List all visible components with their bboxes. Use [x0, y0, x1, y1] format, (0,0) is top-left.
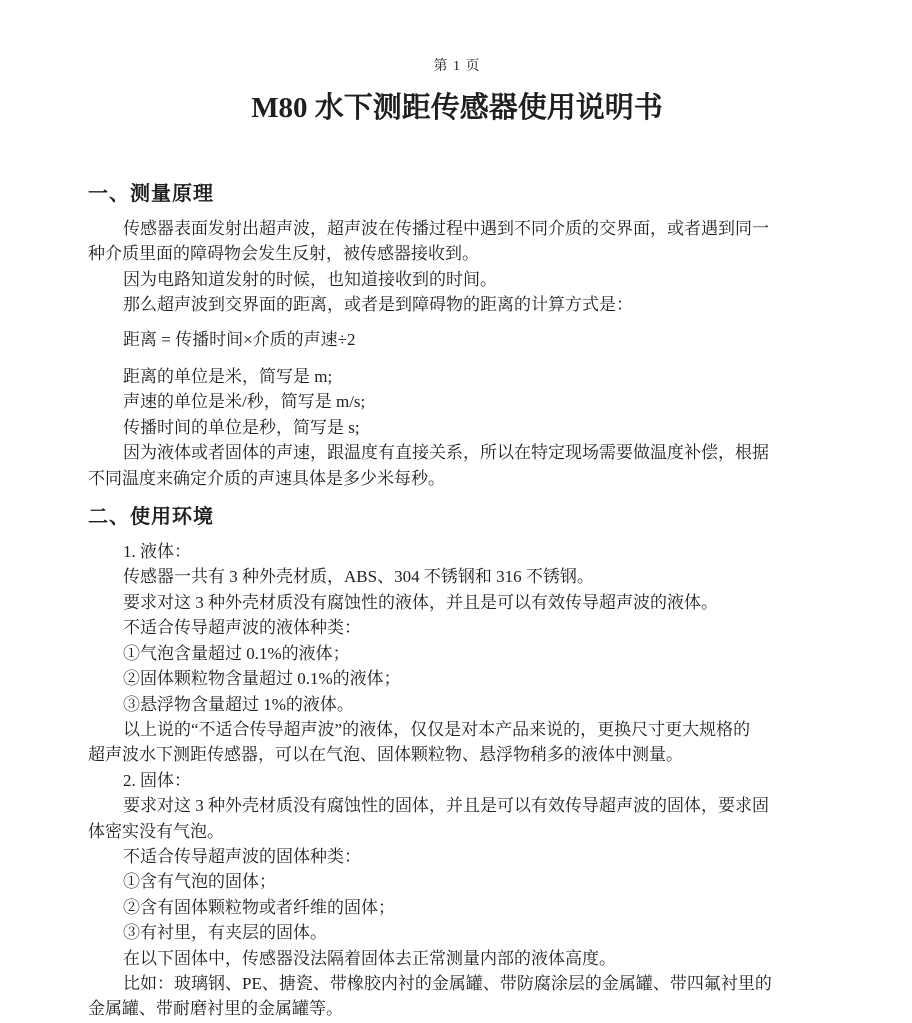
- text-line: 因为液体或者固体的声速，跟温度有直接关系，所以在特定现场需要做温度补偿，根据: [123, 443, 769, 463]
- text-line: 2. 固体：: [123, 770, 191, 790]
- text-line: ②含有固体颗粒物或者纤维的固体；: [123, 897, 395, 917]
- text-line: 不同温度来确定介质的声速具体是多少米每秒。: [88, 468, 445, 488]
- text-line: 比如：玻璃钢、PE、搪瓷、带橡胶内衬的金属罐、带防腐涂层的金属罐、带四氟衬里的: [123, 973, 772, 993]
- document-title: M80 水下测距传感器使用说明书: [251, 92, 663, 124]
- text-line: 不适合传导超声波的固体种类：: [123, 846, 361, 866]
- formula-line: 距离 = 传播时间×介质的声速÷2: [123, 329, 356, 349]
- text-line: 要求对这 3 种外壳材质没有腐蚀性的液体，并且是可以有效传导超声波的液体。: [123, 592, 718, 612]
- section-body: [88, 539, 826, 1022]
- text-line: 距离的单位是米，简写是 m;: [123, 367, 333, 387]
- document-body: [88, 182, 826, 1022]
- text-line: 声速的单位是米/秒，简写是 m/s;: [123, 392, 366, 412]
- text-line: 传播时间的单位是秒，简写是 s;: [123, 417, 360, 437]
- text-line: 1. 液体：: [123, 542, 191, 562]
- section-usage-environment: [88, 505, 826, 1022]
- text-line: 要求对这 3 种外壳材质没有腐蚀性的固体，并且是可以有效传导超声波的固体，要求固: [123, 796, 769, 816]
- text-line: 以上说的“不适合传导超声波”的液体，仅仅是对本产品来说的，更换尺寸更大规格的: [123, 719, 751, 739]
- text-line: 那么超声波到交界面的距离，或者是到障碍物的距离的计算方式是：: [123, 295, 633, 315]
- text-line: 种介质里面的障碍物会发生反射，被传感器接收到。: [88, 244, 479, 264]
- text-line: 因为电路知道发射的时候，也知道接收到的时间。: [123, 269, 497, 289]
- text-line: 传感器表面发射出超声波，超声波在传播过程中遇到不同介质的交界面，或者遇到同一: [123, 219, 769, 238]
- text-line: 体密实没有气泡。: [88, 821, 224, 841]
- text-line: 不适合传导超声波的液体种类：: [123, 618, 361, 638]
- text-line: ①含有气泡的固体；: [123, 872, 276, 892]
- text-line: ②固体颗粒物含量超过 0.1%的液体；: [123, 669, 401, 689]
- text-line: 金属罐、带耐磨衬里的金属罐等。: [88, 999, 343, 1019]
- section-heading: 二、使用环境: [88, 506, 214, 529]
- text-line: 超声波水下测距传感器，可以在气泡、固体颗粒物、悬浮物稍多的液体中测量。: [88, 745, 683, 765]
- text-line: 在以下固体中，传感器没法隔着固体去正常测量内部的液体高度。: [123, 948, 616, 968]
- text-line: ①气泡含量超过 0.1%的液体；: [123, 643, 350, 663]
- section-heading: 一、测量原理: [88, 183, 214, 205]
- text-line: 传感器一共有 3 种外壳材质，ABS、304 不锈钢和 316 不锈钢。: [123, 567, 594, 587]
- section-body: [88, 216, 826, 491]
- text-line: ③悬浮物含量超过 1%的液体。: [123, 694, 354, 714]
- text-line: ③有衬里，有夹层的固体。: [123, 923, 327, 943]
- page-number: 第 1 页: [433, 59, 481, 74]
- section-measurement-principle: [88, 182, 826, 491]
